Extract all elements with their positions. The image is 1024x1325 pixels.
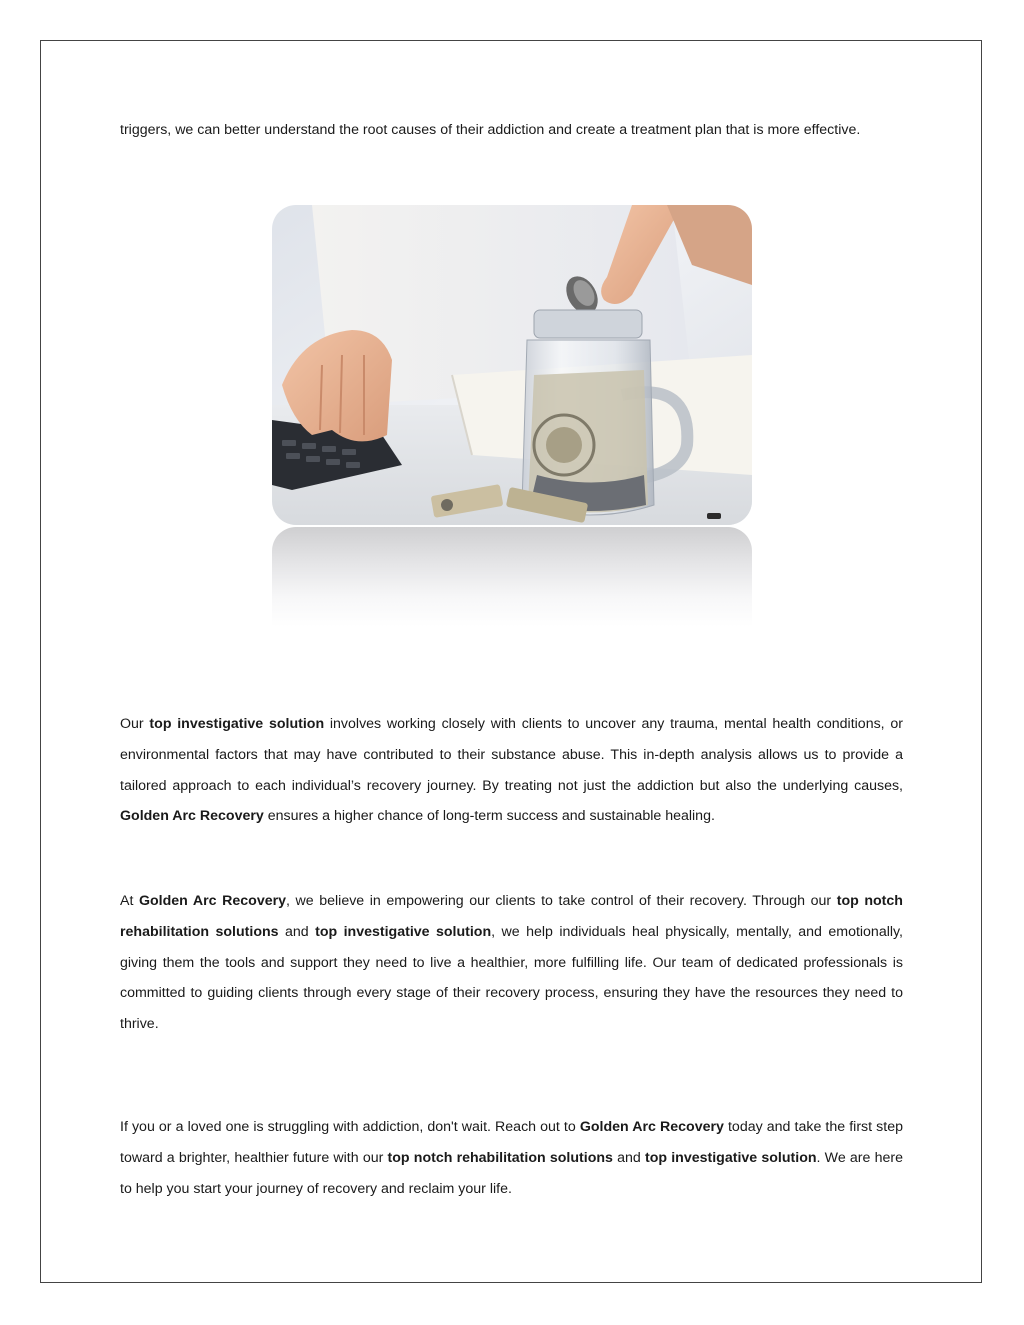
paragraph-text: At bbox=[120, 893, 139, 909]
keyword-top-notch-rehabilitation-solutions: top notch rehabilitation solutions bbox=[387, 1149, 613, 1166]
paragraph-text: triggers, we can better understand the root causes of their addiction and create a treatment plan that is more effective. bbox=[120, 122, 861, 138]
paragraph-text: . We are here to help you start your journey of recovery and reclaim your life. bbox=[120, 1149, 903, 1197]
paragraph-text: today and take the first step toward a brighter, healthier future with our bbox=[120, 1119, 903, 1166]
paragraph-text: , we believe in empowering our clients to take control of their recovery. Through our bbox=[286, 893, 837, 909]
paragraph-text: ensures a higher chance of long-term success and sustainable healing. bbox=[263, 808, 715, 825]
paragraph-text: If you or a loved one is struggling with addiction, don't wait. Reach out to bbox=[120, 1119, 580, 1135]
paragraph-empowering bbox=[120, 886, 903, 1040]
keyword-golden-arc-recovery: Golden Arc Recovery bbox=[120, 808, 264, 825]
paragraph-investigative bbox=[120, 709, 903, 832]
paragraph-text: Our bbox=[120, 716, 150, 732]
keyword-top-investigative-solution: top investigative solution bbox=[149, 716, 325, 732]
paragraph-text: involves working closely with clients to uncover any trauma, mental health conditions, or environmental factors that may have contributed to their substance abuse. This in-depth analysis allows us to provide a tailored approach to each individual’s recovery journey. By treating not just the addiction but also the underlying causes, bbox=[120, 716, 903, 794]
keyword-golden-arc-recovery: Golden Arc Recovery bbox=[138, 893, 287, 909]
paragraph-intro bbox=[120, 115, 903, 146]
paragraph-text: and bbox=[612, 1149, 645, 1166]
photo-reflection bbox=[272, 527, 752, 627]
paragraph-call-to-action bbox=[120, 1112, 903, 1204]
keyword-golden-arc-recovery: Golden Arc Recovery bbox=[579, 1119, 724, 1135]
keyword-top-investigative-solution: top investigative solution bbox=[315, 923, 492, 940]
coin-jar-photo bbox=[272, 205, 752, 525]
keyword-top-investigative-solution: top investigative solution bbox=[644, 1149, 817, 1166]
paragraph-text: , we help individuals heal physically, mentally, and emotionally, giving them the tools and support they need to live a healthier, more fulfilling life. Our team of dedicated professionals is committed to guiding clients through every stage of their recovery process, ensuring they have the resources they need to thrive. bbox=[120, 923, 904, 1033]
keyword-top-notch-rehabilitation-solutions: top notch rehabilitation solutions bbox=[120, 893, 903, 940]
paragraph-text: and bbox=[278, 923, 316, 940]
